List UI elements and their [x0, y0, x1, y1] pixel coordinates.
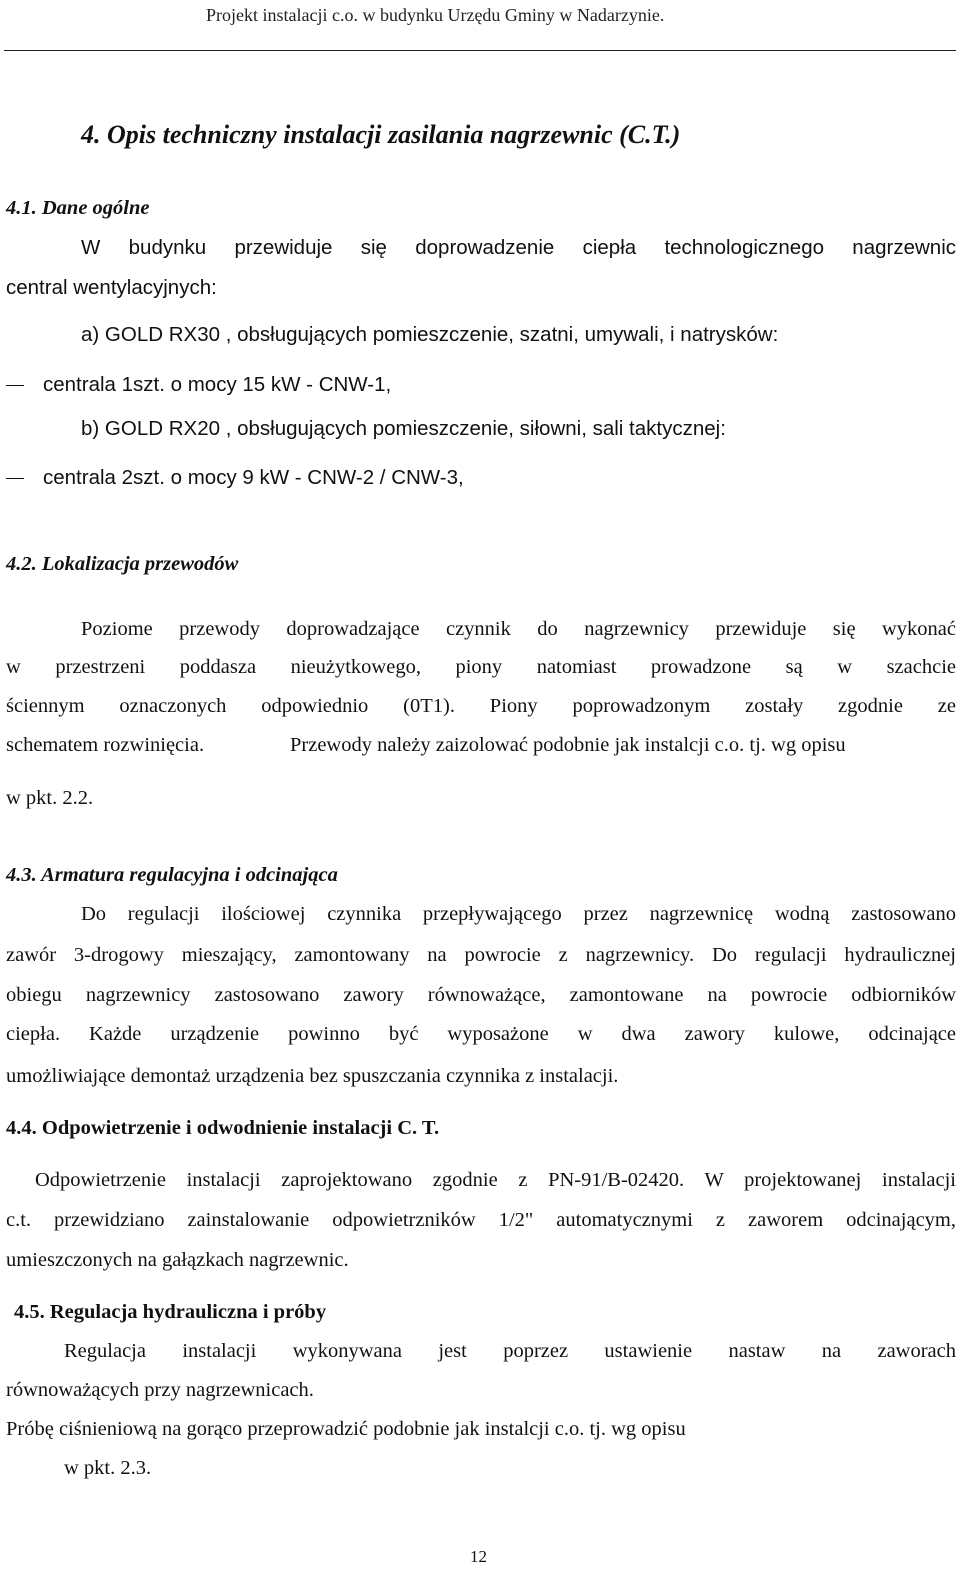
s45-line-4: w pkt. 2.3. — [64, 1457, 152, 1479]
heading-4-5: 4.5. Regulacja hydrauliczna i próby — [14, 1301, 327, 1323]
running-header: Projekt instalacji c.o. w budynku Urzędu Gminy w Nadarzynie. — [206, 5, 665, 25]
s43-line-5: umożliwiające demontaż urządzenia bez spuszczania czynnika z instalacji. — [6, 1065, 619, 1087]
s41-line-2: central wentylacyjnych: — [6, 276, 217, 299]
s41-line-6: centrala 2szt. o mocy 9 kW - CNW-2 / CNW-3, — [43, 466, 464, 489]
s42-line-5: Przewody należy zaizolować podobnie jak instalcji c.o. tj. wg opisu — [290, 734, 846, 756]
dash-bullet-2 — [6, 478, 24, 479]
heading-4-1: 4.1. Dane ogólne — [6, 197, 150, 219]
s41-line-3: a) GOLD RX30 , obsługujących pomieszczenie, szatni, umywali, i natrysków: — [81, 323, 779, 346]
dash-bullet-1 — [6, 385, 24, 386]
s42-line-4: schematem rozwinięcia. — [6, 734, 205, 756]
header-rule — [4, 50, 956, 51]
s41-line-1: W budynku przewiduje się doprowadzenie ciepła technologicznego nagrzewnic — [81, 236, 956, 259]
s44-line-2: c.t. przewidziano zainstalowanie odpowietrzników 1/2" automatycznymi z zaworem odcinającym, — [6, 1209, 956, 1231]
s43-line-3: obiegu nagrzewnicy zastosowano zawory równoważące, zamontowane na powrocie odbiorników — [6, 984, 956, 1006]
heading-4-4: 4.4. Odpowietrzenie i odwodnienie instalacji C. T. — [6, 1117, 440, 1139]
s44-line-1: Odpowietrzenie instalacji zaprojektowano zgodnie z PN-91/B-02420. W projektowanej instalacji — [35, 1169, 956, 1191]
page-number: 12 — [470, 1547, 487, 1566]
s43-line-1: Do regulacji ilościowej czynnika przepływającego przez nagrzewnicę wodną zastosowano — [81, 903, 956, 925]
s45-line-2: równoważących przy nagrzewnicach. — [6, 1379, 314, 1401]
s41-line-4: centrala 1szt. o mocy 15 kW - CNW-1, — [43, 373, 392, 396]
s41-line-5: b) GOLD RX20 , obsługujących pomieszczenie, siłowni, sali taktycznej: — [81, 417, 726, 440]
s43-line-4: ciepła. Każde urządzenie powinno być wyposażone w dwa zawory kulowe, odcinające — [6, 1023, 956, 1045]
heading-4-3: 4.3. Armatura regulacyjna i odcinająca — [6, 864, 338, 886]
section-title: 4. Opis techniczny instalacji zasilania nagrzewnic (C.T.) — [81, 120, 681, 149]
s43-line-2: zawór 3-drogowy mieszający, zamontowany na powrocie z nagrzewnicy. Do regulacji hydraulicznej — [6, 944, 956, 966]
s44-line-3: umieszczonych na gałązkach nagrzewnic. — [6, 1249, 349, 1271]
s42-line-2: w przestrzeni poddasza nieużytkowego, piony natomiast prowadzone są w szachcie — [6, 656, 956, 678]
heading-4-2: 4.2. Lokalizacja przewodów — [6, 553, 239, 575]
s42-line-6: w pkt. 2.2. — [6, 787, 94, 809]
s42-line-1: Poziome przewody doprowadzające czynnik do nagrzewnicy przewiduje się wykonać — [81, 618, 956, 640]
s45-line-3: Próbę ciśnieniową na gorąco przeprowadzić podobnie jak instalcji c.o. tj. wg opisu — [6, 1418, 686, 1440]
s45-line-1: Regulacja instalacji wykonywana jest poprzez ustawienie nastaw na zaworach — [64, 1340, 956, 1362]
s42-line-3: ściennym oznaczonych odpowiednio (0T1). Piony poprowadzonym zostały zgodnie ze — [6, 695, 956, 717]
